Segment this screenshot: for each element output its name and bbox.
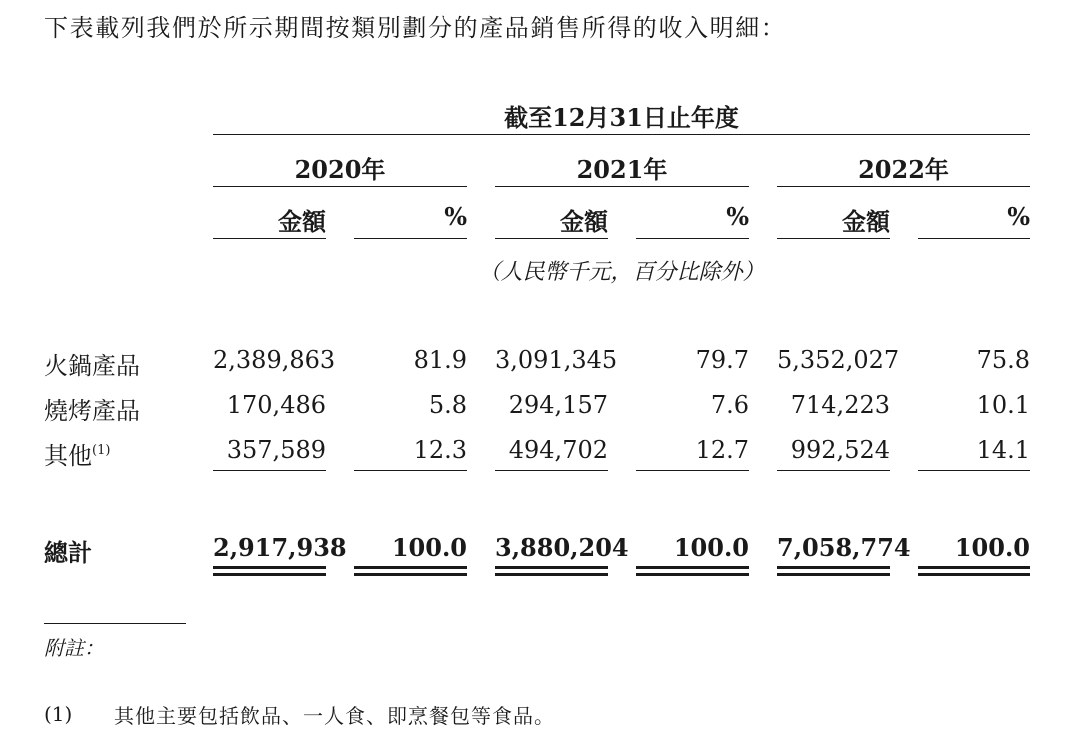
cell-2020-percent: 81.9 <box>413 346 467 374</box>
notes-heading: 附註： <box>44 636 104 660</box>
year-header-2020: 2020年 <box>294 155 386 184</box>
footnote-ref: (1) <box>92 443 111 458</box>
cell-2020-amount: 2,389,863 <box>213 346 336 374</box>
percent-header: % <box>1007 202 1030 231</box>
total-2022-percent: 100.0 <box>954 533 1030 562</box>
total-double-line <box>354 573 467 576</box>
amount-header: 金額 <box>278 207 326 236</box>
cell-2022-percent: 10.1 <box>976 391 1030 419</box>
cell-2020-percent: 12.3 <box>413 436 467 464</box>
percent-header: % <box>726 202 749 231</box>
period-header: 截至12月31日止年度 <box>504 103 739 132</box>
cell-2021-percent: 7.6 <box>710 391 749 419</box>
cell-2020-percent: 5.8 <box>428 391 467 419</box>
subtotal-line <box>918 470 1030 471</box>
total-double-line <box>918 573 1030 576</box>
column-underline <box>495 238 608 239</box>
total-double-line <box>636 566 749 569</box>
total-double-line <box>495 566 608 569</box>
total-double-line <box>213 566 326 569</box>
total-double-line <box>354 566 467 569</box>
year-header-2022: 2022年 <box>858 155 949 184</box>
cell-2020-amount: 170,486 <box>226 391 326 419</box>
cell-2022-percent: 75.8 <box>976 346 1030 374</box>
intro-text: 下表載列我們於所示期間按類別劃分的產品銷售所得的收入明細： <box>44 14 787 42</box>
cell-2022-percent: 14.1 <box>976 436 1030 464</box>
cell-2021-amount: 494,702 <box>508 436 608 464</box>
cell-2021-percent: 79.7 <box>695 346 749 374</box>
subtotal-line <box>495 470 608 471</box>
total-2021-amount: 3,880,204 <box>495 533 629 562</box>
amount-header: 金額 <box>560 207 608 236</box>
cell-2020-amount: 357,589 <box>226 436 326 464</box>
cell-2021-percent: 12.7 <box>695 436 749 464</box>
cell-2022-amount: 992,524 <box>790 436 890 464</box>
row-label-hotpot: 火鍋產品 <box>44 352 140 380</box>
column-underline <box>777 238 890 239</box>
total-2020-amount: 2,917,938 <box>213 533 347 562</box>
total-double-line <box>495 573 608 576</box>
year-underline <box>495 186 749 187</box>
notes-separator <box>44 623 186 624</box>
amount-header: 金額 <box>842 207 890 236</box>
period-underline <box>213 134 1030 135</box>
row-label-others <box>44 436 110 471</box>
subtotal-line <box>213 470 326 471</box>
total-double-line <box>777 566 890 569</box>
row-label-text: 其他 <box>44 442 92 470</box>
subtotal-line <box>636 470 749 471</box>
cell-2021-amount: 294,157 <box>508 391 608 419</box>
total-double-line <box>636 573 749 576</box>
year-underline <box>213 186 467 187</box>
column-underline <box>213 238 326 239</box>
total-2020-percent: 100.0 <box>391 533 467 562</box>
total-label: 總計 <box>44 538 92 567</box>
cell-2022-amount: 5,352,027 <box>777 346 900 374</box>
note-index: (1) <box>44 702 73 726</box>
total-2021-percent: 100.0 <box>673 533 749 562</box>
year-header-2021: 2021年 <box>576 155 668 184</box>
subtotal-line <box>354 470 467 471</box>
unit-note: （人民幣千元，百分比除外） <box>478 260 765 285</box>
column-underline <box>636 238 749 239</box>
subtotal-line <box>777 470 890 471</box>
row-label-bbq: 燒烤產品 <box>44 397 140 425</box>
column-underline <box>354 238 467 239</box>
column-underline <box>918 238 1030 239</box>
total-double-line <box>777 573 890 576</box>
cell-2021-amount: 3,091,345 <box>495 346 618 374</box>
total-double-line <box>918 566 1030 569</box>
total-2022-amount: 7,058,774 <box>777 533 911 562</box>
year-underline <box>777 186 1030 187</box>
total-double-line <box>213 573 326 576</box>
note-text: 其他主要包括飲品、一人食、即烹餐包等食品。 <box>114 704 555 728</box>
cell-2022-amount: 714,223 <box>790 391 890 419</box>
percent-header: % <box>444 202 467 231</box>
